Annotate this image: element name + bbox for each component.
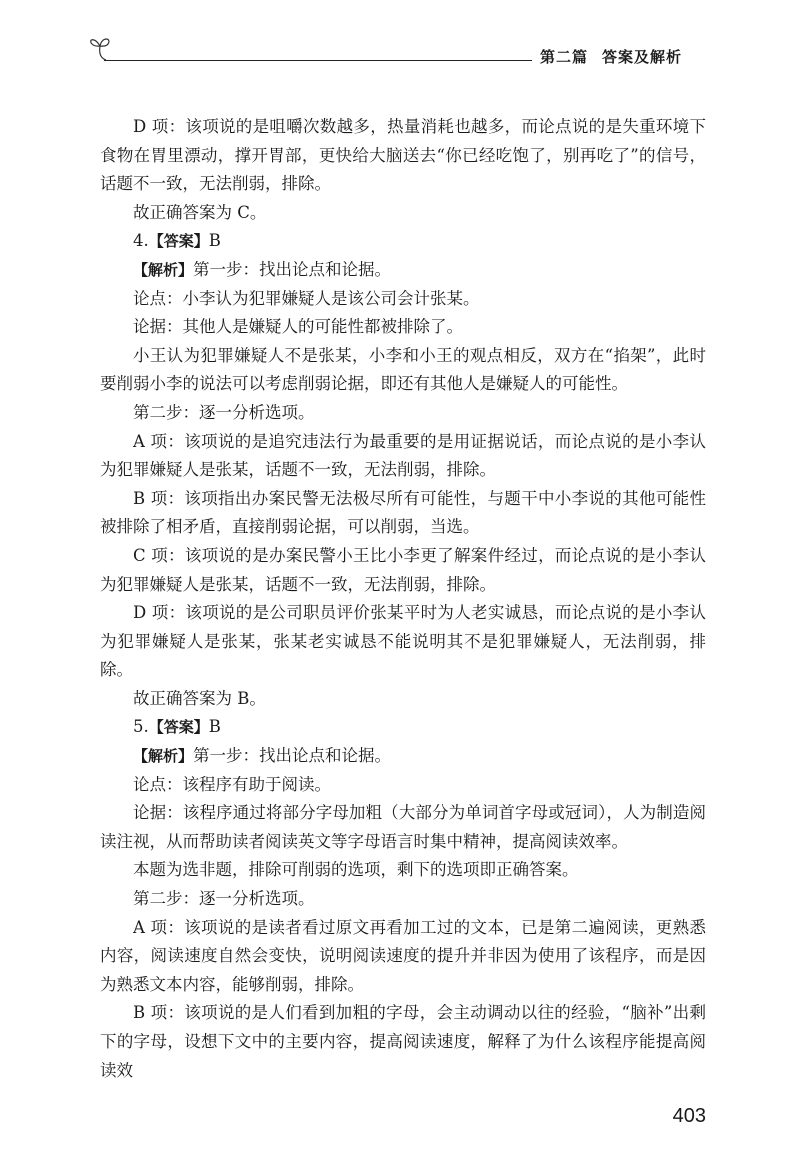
paragraph: 第二步：逐一分析选项。 bbox=[133, 889, 315, 909]
question-number: 5. bbox=[133, 717, 149, 737]
paragraph: D 项：该项说的是公司职员评价张某平时为人老实诚恳，而论点说的是小李认为犯罪嫌疑人是张某，张某老实诚恳不能说明其不是犯罪嫌疑人，无法削弱，排除。 bbox=[100, 603, 706, 680]
paragraph: 论点：小李认为犯罪嫌疑人是该公司会计张某。 bbox=[133, 288, 480, 308]
analysis-text: 第一步：找出论点和论据。 bbox=[193, 259, 392, 279]
body-text bbox=[100, 113, 706, 1085]
running-header bbox=[540, 47, 696, 67]
answer-heading bbox=[100, 227, 706, 256]
analysis-tag: 【解析】 bbox=[133, 260, 194, 279]
question-number: 4. bbox=[133, 231, 149, 251]
header-rule bbox=[104, 60, 532, 61]
paragraph: A 项：该项说的是读者看过原文再看加工过的文本，已是第二遍阅读，更熟悉内容，阅读速度自然会变快，说明阅读速度的提升并非因为使用了该程序，而是因为熟悉文本内容，能够削弱，排除。 bbox=[100, 917, 706, 994]
header-part: 第二篇 bbox=[540, 48, 589, 66]
paragraph: C 项：该项说的是办案民警小王比小李更了解案件经过，而论点说的是小李认为犯罪嫌疑人是张某，话题不一致，无法削弱，排除。 bbox=[100, 545, 706, 594]
paragraph: 故正确答案为 C。 bbox=[133, 202, 267, 222]
paragraph: 本题为选非题，排除可削弱的选项，剩下的选项即正确答案。 bbox=[133, 860, 579, 880]
paragraph: D 项：该项说的是咀嚼次数越多，热量消耗也越多，而论点说的是失重环境下食物在胃里漂动，撑开胃部，更快给大脑送去“你已经吃饱了，别再吃了”的信号，话题不一致，无法削弱，排除。 bbox=[100, 117, 706, 194]
paragraph: 论点：该程序有助于阅读。 bbox=[133, 774, 331, 794]
paragraph: 论据：该程序通过将部分字母加粗（大部分为单词首字母或冠词），人为制造阅读注视，从而帮助读者阅读英文等字母语言时集中精神，提高阅读效率。 bbox=[100, 803, 706, 851]
paragraph: 论据：其他人是嫌疑人的可能性都被排除了。 bbox=[133, 317, 463, 337]
paragraph: 故正确答案为 B。 bbox=[133, 688, 266, 708]
paragraph: B 项：该项指出办案民警无法极尽所有可能性，与题干中小李说的其他可能性被排除了相矛盾，直接削弱论据，可以削弱，当选。 bbox=[100, 488, 706, 537]
answer-heading bbox=[100, 713, 706, 742]
analysis-text: 第一步：找出论点和论据。 bbox=[193, 746, 392, 766]
answer-value: B bbox=[208, 717, 221, 737]
header bbox=[100, 34, 706, 74]
paragraph: 第二步：逐一分析选项。 bbox=[133, 402, 315, 422]
analysis-tag: 【解析】 bbox=[133, 747, 194, 766]
paragraph: 小王认为犯罪嫌疑人不是张某，小李和小王的观点相反，双方在“掐架”，此时要削弱小李的说法可以考虑削弱论据，即还有其他人是嫌疑人的可能性。 bbox=[100, 345, 706, 394]
page-number: 403 bbox=[672, 1105, 706, 1128]
header-section: 答案及解析 bbox=[602, 48, 683, 66]
analysis-heading bbox=[100, 742, 706, 771]
paragraph: A 项：该项说的是追究违法行为最重要的是用证据说话，而论点说的是小李认为犯罪嫌疑人是张某，话题不一致，无法削弱，排除。 bbox=[100, 431, 706, 480]
analysis-heading bbox=[100, 256, 706, 285]
answer-value: B bbox=[208, 231, 221, 251]
paragraph: B 项：该项说的是人们看到加粗的字母，会主动调动以往的经验，“脑补”出剩下的字母，设想下文中的主要内容，提高阅读速度，解释了为什么该程序能提高阅读效 bbox=[100, 1003, 706, 1080]
answer-tag: 【答案】 bbox=[148, 232, 209, 251]
answer-tag: 【答案】 bbox=[148, 718, 209, 737]
